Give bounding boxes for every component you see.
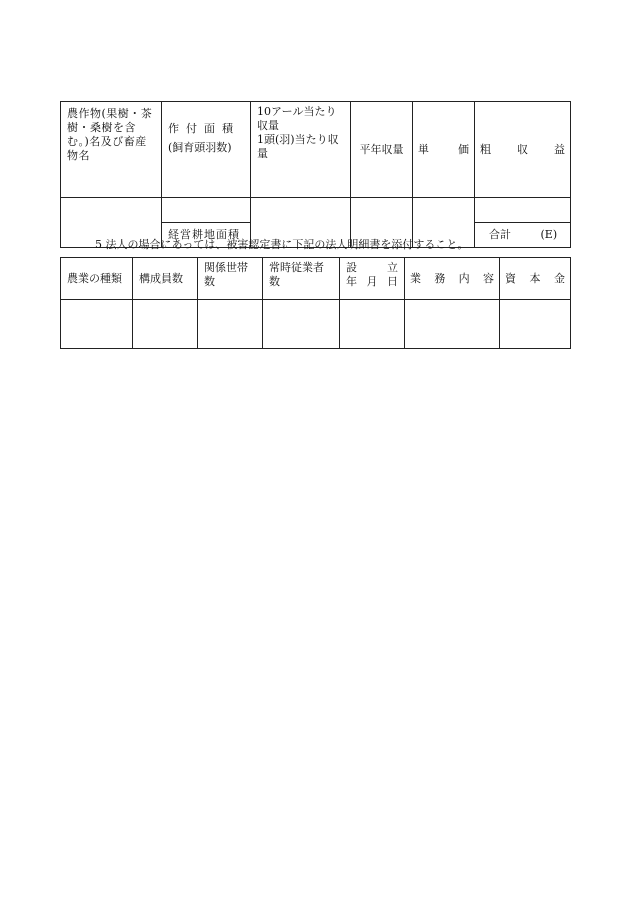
gross-income-cell[interactable] [475, 198, 571, 223]
farm-type-cell[interactable] [61, 300, 133, 349]
regular-workers-header: 常時従業者 数 [263, 258, 340, 300]
planted-area-cell[interactable] [162, 198, 251, 223]
crop-name-header: 農作物(果樹・茶 樹・桑樹を含 む。)名及び畜産 物名 [61, 102, 162, 198]
corporation-note: 5 法人の場合にあっては、被害認定書に下記の法人明細書を添付すること。 [95, 238, 469, 251]
yield-per-unit-header: 10アール当たり 収量 1頭(羽)当たり収 量 [251, 102, 351, 198]
farmland-area-label: 経営耕地面積 [162, 223, 251, 248]
average-yield-header: 平年収量 [351, 102, 413, 198]
members-cell[interactable] [133, 300, 198, 349]
established-date-cell[interactable] [340, 300, 405, 349]
corporation-details-table [60, 257, 571, 349]
planted-area-header: 作付面積 (飼育頭羽数) [162, 102, 251, 198]
related-households-header: 関係世帯 数 [198, 258, 263, 300]
regular-workers-cell[interactable] [263, 300, 340, 349]
established-date-header: 設 立 年 月 日 [340, 258, 405, 300]
business-content-header: 業 務 内 容 [405, 258, 500, 300]
business-content-cell[interactable] [405, 300, 500, 349]
total-label: 合計 [489, 228, 511, 241]
total-symbol: (E) [540, 228, 558, 241]
members-header: 構成員数 [133, 258, 198, 300]
capital-cell[interactable] [500, 300, 571, 349]
unit-price-header: 単 価 [413, 102, 475, 198]
gross-income-header: 粗 収 益 [475, 102, 571, 198]
related-households-cell[interactable] [198, 300, 263, 349]
capital-header: 資 本 金 [500, 258, 571, 300]
crop-income-table [60, 101, 571, 248]
total-cell [475, 223, 571, 248]
farm-type-header: 農業の種類 [61, 258, 133, 300]
